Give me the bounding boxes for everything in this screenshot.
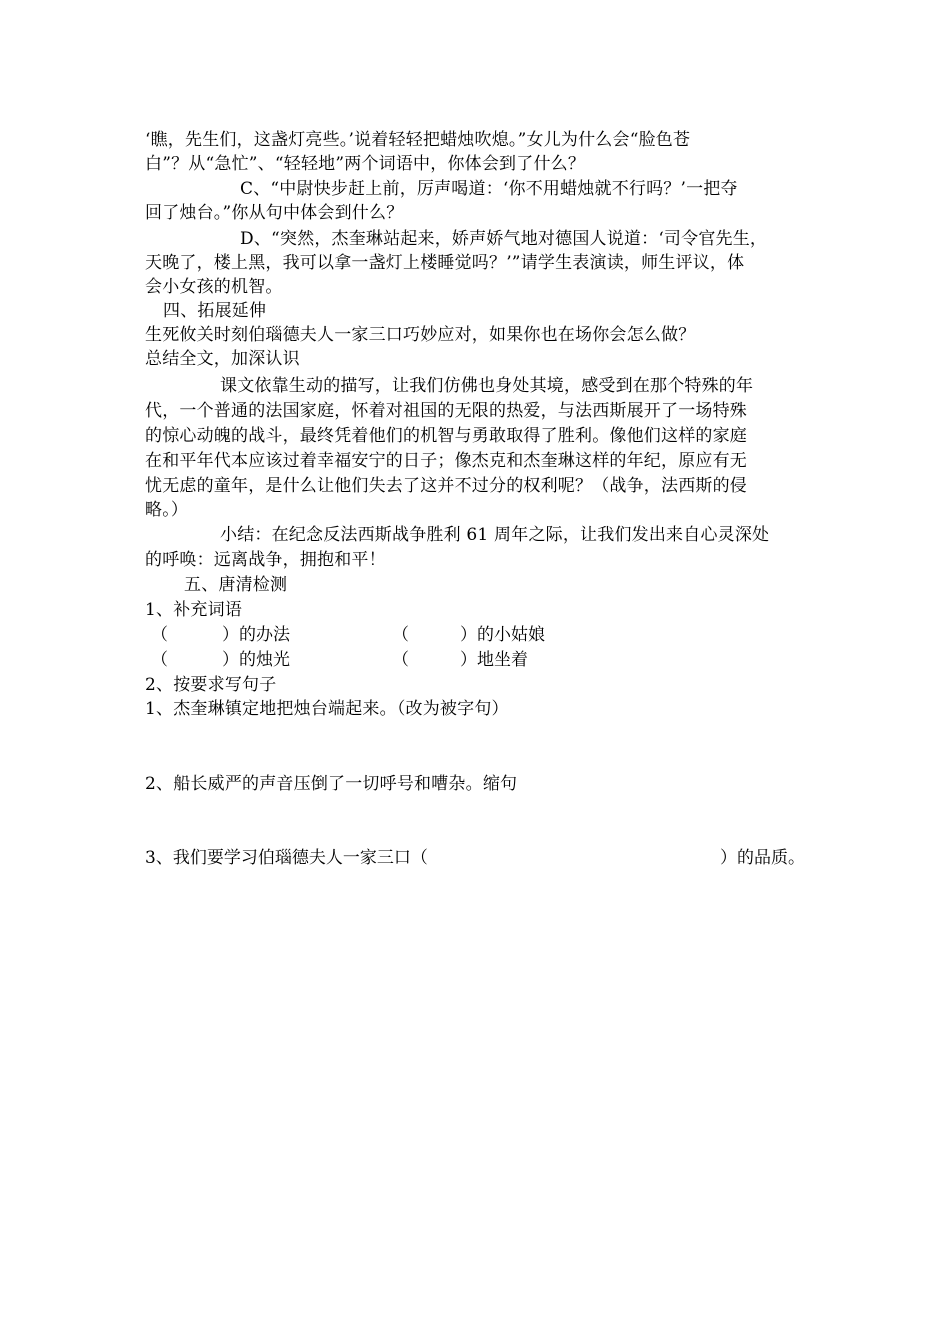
blank-label: ）的烛光 (222, 650, 290, 670)
text-line: ‘瞧，先生们，这盏灯亮些。’说着轻轻把蜡烛吹熄。”女儿为什么会“脸色苍 (145, 130, 691, 150)
conclusion-line: 小结：在纪念反法西斯战争胜利 61 周年之际，让我们发出来自心灵深处 (220, 525, 770, 545)
paragraph-line: 忧无虑的童年，是什么让他们失去了这并不过分的权利呢？（战争，法西斯的侵 (145, 476, 747, 496)
blank-label: ）地坐着 (460, 650, 528, 670)
summary-heading: 总结全文，加深认识 (145, 349, 300, 369)
blank-open: （ (392, 650, 409, 670)
question-heading: 1、补充词语 (145, 600, 243, 620)
text-line: 天晚了，楼上黑，我可以拿一盏灯上楼睡觉吗？’”请学生表演读，师生评议，体 (145, 253, 745, 273)
conclusion-line: 的呼唤：远离战争，拥抱和平！ (145, 550, 386, 570)
blank-label: ）的办法 (222, 625, 290, 645)
paragraph-line: 在和平年代本应该过着幸福安宁的日子；像杰克和杰奎琳这样的年纪，原应有无 (145, 451, 747, 471)
text-line: 白”？从“急忙”、“轻轻地”两个词语中，你体会到了什么？ (145, 154, 586, 174)
text-line: 回了烛台。”你从句中体会到什么？ (145, 203, 404, 223)
text-line: 会小女孩的机智。 (145, 277, 283, 297)
section-heading: 五、唐清检测 (184, 575, 288, 595)
blank-label: ）的小姑娘 (460, 625, 545, 645)
item-d: D、“突然，杰奎琳站起来，娇声娇气地对德国人说道：‘司令官先生， (240, 229, 768, 249)
sentence-task: 1、杰奎琳镇定地把烛台端起来。（改为被字句） (145, 699, 509, 719)
question-text: 生死攸关时刻伯瑙德夫人一家三口巧妙应对，如果你也在场你会怎么做？ (145, 325, 696, 345)
paragraph-line: 课文依靠生动的描写，让我们仿佛也身处其境，感受到在那个特殊的年 (220, 376, 754, 396)
paragraph-line: 略。） (145, 500, 189, 520)
item-c: C、“中尉快步赶上前，厉声喝道：‘你不用蜡烛就不行吗？’一把夺 (240, 179, 738, 199)
paragraph-line: 的惊心动魄的战斗，最终凭着他们的机智与勇敢取得了胜利。像他们这样的家庭 (145, 426, 747, 446)
blank-open: （ (151, 625, 168, 645)
sentence-task-start: 3、我们要学习伯瑙德夫人一家三口（ (145, 848, 428, 868)
blank-open: （ (392, 625, 409, 645)
question-heading: 2、按要求写句子 (145, 675, 277, 695)
blank-open: （ (151, 650, 168, 670)
sentence-task: 2、船长威严的声音压倒了一切呼号和嘈杂。缩句 (145, 774, 518, 794)
paragraph-line: 代，一个普通的法国家庭，怀着对祖国的无限的热爱，与法西斯展开了一场特殊 (145, 401, 747, 421)
sentence-task-end: ）的品质。 (720, 848, 805, 868)
section-heading: 四、拓展延伸 (163, 301, 267, 321)
